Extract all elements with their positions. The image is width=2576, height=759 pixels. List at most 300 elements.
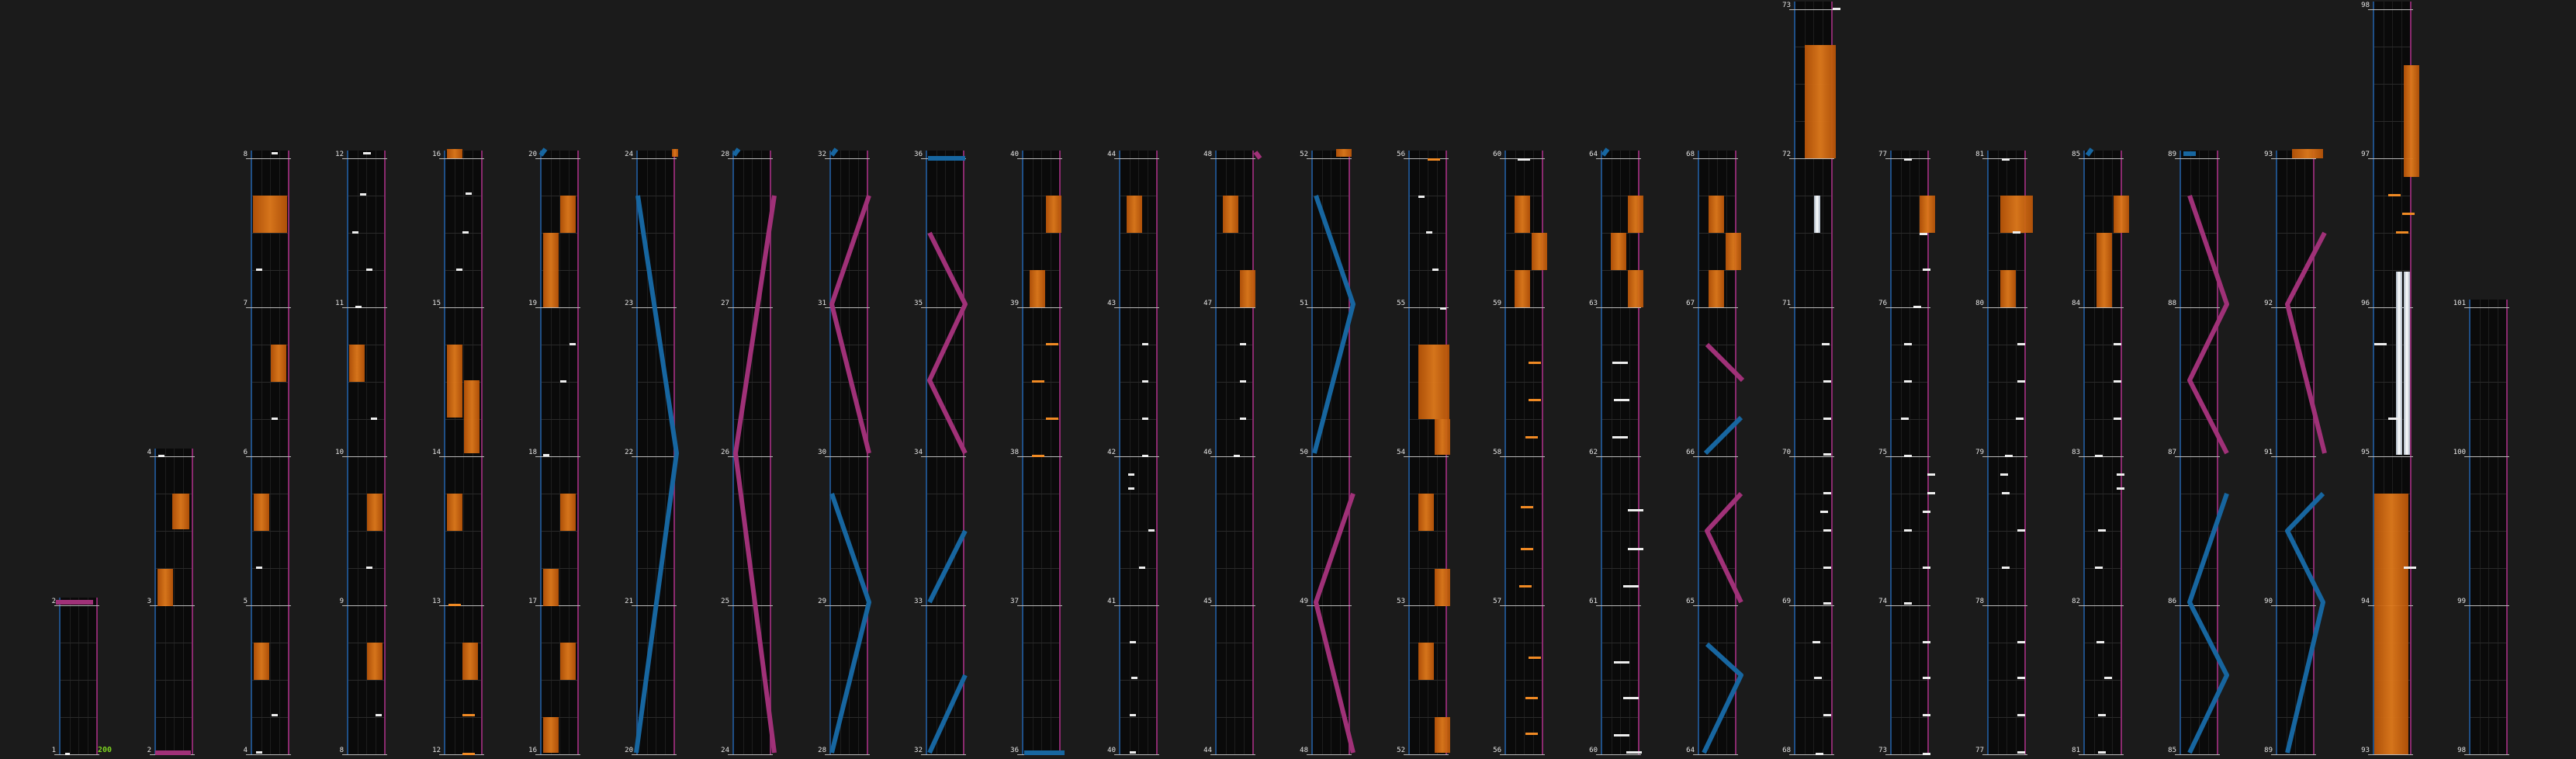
measure-number: 9	[339, 598, 344, 605]
hold-note	[1611, 233, 1626, 270]
tap-note	[371, 418, 377, 420]
measure-number: 49	[1300, 598, 1308, 605]
tap-note	[1518, 158, 1530, 161]
tap-note	[1612, 362, 1628, 364]
slide-path	[832, 196, 869, 453]
measure-number: 12	[432, 747, 441, 754]
break-note	[1521, 506, 1533, 508]
tap-note	[1432, 269, 1439, 271]
tap-note	[363, 152, 371, 154]
slide-path	[832, 149, 836, 155]
slide-path	[541, 149, 545, 155]
measure-number: 58	[1493, 449, 1501, 456]
tap-note	[1240, 343, 1246, 345]
bpm-value: 200	[98, 746, 113, 754]
measure-number: 97	[2361, 151, 2370, 158]
measure-number: 15	[432, 300, 441, 307]
measure-number: 64	[1686, 747, 1695, 754]
slide-path	[930, 675, 965, 753]
measure-number: 40	[1010, 151, 1019, 158]
measure-number: 60	[1493, 151, 1501, 158]
measure-number: 61	[1589, 598, 1598, 605]
tap-note	[1234, 455, 1240, 457]
tap-note	[2017, 714, 2025, 716]
tap-note	[2096, 641, 2104, 643]
tap-note	[1130, 714, 1136, 716]
hold-note	[158, 569, 173, 606]
measure-number: 89	[2168, 151, 2176, 158]
measure-number: 75	[1878, 449, 1887, 456]
measure-number: 91	[2264, 449, 2273, 456]
measure-number: 77	[1975, 747, 1984, 754]
tap-note	[2017, 380, 2025, 383]
tap-note	[1823, 602, 1831, 605]
break-note	[1525, 733, 1538, 735]
tap-note	[1923, 567, 1930, 569]
tap-note	[1923, 269, 1930, 271]
slide-path	[1707, 494, 1741, 602]
tap-note	[352, 231, 358, 234]
break-note	[462, 753, 475, 755]
measure-number: 27	[721, 300, 729, 307]
tap-note	[1923, 677, 1930, 679]
measure-number: 12	[335, 151, 344, 158]
tap-note	[1623, 585, 1639, 587]
tap-note	[2002, 158, 2010, 161]
measure-number: 16	[528, 747, 537, 754]
tap-note	[1628, 548, 1643, 550]
tap-note	[1823, 453, 1831, 456]
measure-number: 30	[818, 449, 826, 456]
measure-number: 6	[243, 449, 248, 456]
measure-number: 31	[818, 300, 826, 307]
tap-note	[1614, 661, 1629, 664]
tap-note	[2017, 529, 2025, 532]
tap-note	[2117, 473, 2124, 476]
tap-note	[1904, 343, 1912, 345]
hold-note	[672, 149, 678, 157]
tap-note	[1913, 306, 1921, 308]
measure-number: 80	[1975, 300, 1984, 307]
slide-path	[1316, 494, 1353, 753]
hold-note	[1435, 717, 1450, 753]
hold-note	[543, 569, 559, 606]
measure-number: 96	[2361, 300, 2370, 307]
hold-note	[560, 196, 576, 233]
measure-number: 50	[1300, 449, 1308, 456]
slide-path	[2190, 494, 2227, 753]
measure-number: 22	[625, 449, 633, 456]
measure-number: 71	[1782, 300, 1791, 307]
tap-note	[1901, 418, 1909, 420]
hold-note	[464, 380, 480, 453]
measure-number: 10	[335, 449, 344, 456]
hold-note	[1418, 494, 1434, 531]
hold-note	[462, 643, 478, 680]
break-note	[2396, 231, 2408, 234]
tap-note	[1904, 380, 1912, 383]
tap-note	[2002, 567, 2010, 569]
slide-path	[734, 149, 739, 155]
tap-note	[1823, 529, 1831, 532]
tap-note	[1614, 399, 1629, 401]
measure-number: 29	[818, 598, 826, 605]
measure-number: 35	[914, 300, 923, 307]
measure-number: 21	[625, 598, 633, 605]
break-note	[1529, 657, 1541, 659]
measure-number: 44	[1107, 151, 1116, 158]
measure-number: 86	[2168, 598, 2176, 605]
measure-number: 4	[147, 449, 151, 456]
hold-note	[254, 494, 269, 531]
tap-note	[1148, 529, 1155, 532]
measure-number: 54	[1397, 449, 1405, 456]
tap-note	[2016, 418, 2024, 420]
measure-number: 99	[2457, 598, 2466, 605]
measure-number: 77	[1878, 151, 1887, 158]
measure-number: 45	[1203, 598, 1212, 605]
slide-path	[636, 196, 677, 753]
hold-note	[2374, 494, 2408, 754]
hold-note	[367, 643, 383, 680]
hold-note	[2404, 65, 2419, 177]
tap-note	[1823, 492, 1831, 494]
break-note	[1529, 362, 1541, 364]
measure-number: 28	[818, 747, 826, 754]
touch-hold-note	[2404, 272, 2410, 455]
measure-number: 88	[2168, 300, 2176, 307]
measure-number: 46	[1203, 449, 1212, 456]
tap-note	[1923, 753, 1930, 755]
slide-path	[1314, 196, 1353, 453]
tap-note	[2095, 455, 2103, 457]
hold-note	[367, 494, 383, 531]
slide-path	[1707, 345, 1743, 380]
hold-note	[447, 494, 462, 531]
break-note	[1525, 697, 1538, 699]
measure-number: 53	[1397, 598, 1405, 605]
break-note	[1525, 436, 1538, 438]
measure-number: 57	[1493, 598, 1501, 605]
tap-note	[1128, 473, 1134, 476]
tap-note	[1626, 751, 1642, 754]
break-note	[1519, 585, 1532, 587]
break-note	[1428, 158, 1440, 161]
measure-number: 89	[2264, 747, 2273, 754]
tap-note	[2404, 567, 2416, 569]
measure-number: 56	[1493, 747, 1501, 754]
measure-number: 92	[2264, 300, 2273, 307]
hold-note	[1030, 270, 1045, 307]
hold-note	[560, 494, 576, 531]
slide-path	[2087, 149, 2092, 155]
break-note	[1529, 399, 1541, 401]
hold-note	[1127, 196, 1142, 233]
tap-note	[1904, 158, 1912, 161]
tap-note	[1142, 380, 1148, 383]
hold-note	[2000, 196, 2033, 233]
hold-note	[1418, 643, 1434, 680]
measure-number: 3	[147, 598, 151, 605]
measure-number: 36	[914, 151, 923, 158]
tap-note	[2017, 677, 2025, 679]
measure-number: 39	[1010, 300, 1019, 307]
measure-number: 14	[432, 449, 441, 456]
slide-path	[930, 233, 965, 453]
tap-note	[1927, 492, 1935, 494]
tap-note	[2374, 343, 2387, 345]
measure-number: 32	[914, 747, 923, 754]
slide-path	[930, 531, 965, 602]
tap-note	[1920, 233, 1927, 235]
tap-note	[376, 714, 382, 716]
measure-number: 33	[914, 598, 923, 605]
tap-note	[1814, 677, 1822, 679]
measure-number: 94	[2361, 598, 2370, 605]
tap-note	[2098, 751, 2106, 754]
tap-note	[2000, 473, 2008, 476]
tap-note	[1139, 567, 1145, 569]
measure-number: 100	[2453, 449, 2466, 456]
hold-note	[2000, 270, 2016, 307]
measure-number: 23	[625, 300, 633, 307]
tap-note	[1426, 231, 1432, 234]
measure-number: 41	[1107, 598, 1116, 605]
break-note	[1046, 343, 1058, 345]
tap-note	[2017, 641, 2025, 643]
tap-note	[1820, 511, 1828, 513]
tap-note	[1128, 487, 1134, 490]
tap-note	[1612, 436, 1628, 438]
tap-note	[256, 269, 262, 271]
touch-hold-note	[1814, 196, 1820, 233]
tap-note	[2098, 714, 2106, 716]
tap-note	[1923, 511, 1930, 513]
measure-number: 74	[1878, 598, 1887, 605]
measure-number: 20	[625, 747, 633, 754]
break-note	[448, 604, 461, 606]
tap-note	[1623, 697, 1639, 699]
tap-note	[2117, 487, 2124, 490]
hold-note	[1532, 233, 1547, 270]
measure-number: 42	[1107, 449, 1116, 456]
measure-number: 60	[1589, 747, 1598, 754]
tap-note	[1823, 418, 1831, 420]
slide-path	[1704, 644, 1741, 753]
hold-note	[172, 494, 189, 529]
break-note	[2388, 194, 2401, 196]
measure-number: 79	[1975, 449, 1984, 456]
tap-note	[1240, 418, 1246, 420]
tap-note	[2098, 529, 2106, 532]
measure-number: 90	[2264, 598, 2273, 605]
measure-number: 81	[2072, 747, 2080, 754]
tap-note	[1130, 641, 1136, 643]
tap-note	[1614, 734, 1629, 736]
measure-number: 73	[1782, 2, 1791, 9]
measure-number: 32	[818, 151, 826, 158]
measure-number: 48	[1203, 151, 1212, 158]
measure-number: 24	[625, 151, 633, 158]
break-note	[1521, 548, 1533, 550]
tap-note	[272, 152, 278, 154]
tap-note	[366, 567, 372, 569]
hold-note	[254, 643, 269, 680]
tap-note	[2017, 751, 2025, 754]
tap-note	[1813, 641, 1820, 643]
hold-note	[447, 149, 462, 158]
measure-number: 20	[528, 151, 537, 158]
tap-note	[466, 192, 472, 195]
tap-note	[1833, 8, 1840, 10]
tap-note	[1904, 602, 1912, 605]
measure-number: 85	[2072, 151, 2080, 158]
slide-path	[1705, 418, 1741, 453]
measure-number: 73	[1878, 747, 1887, 754]
measure-number: 101	[2453, 300, 2466, 307]
measure-number: 68	[1686, 151, 1695, 158]
hold-note	[1709, 196, 1724, 233]
measure-number: 4	[243, 747, 248, 754]
tap-note	[1418, 196, 1425, 198]
measure-number: 98	[2361, 2, 2370, 9]
measure-number: 18	[528, 449, 537, 456]
hold-note	[271, 345, 286, 382]
hold-note	[1418, 345, 1449, 419]
tap-note	[1142, 455, 1148, 457]
tap-note	[2114, 343, 2121, 345]
tap-note	[2017, 343, 2025, 345]
hold-note	[1805, 45, 1836, 158]
measure-number: 82	[2072, 598, 2080, 605]
slide-path	[2287, 233, 2325, 453]
break-note	[1032, 455, 1044, 457]
measure-number: 68	[1782, 747, 1791, 754]
measure-number: 72	[1782, 151, 1791, 158]
measure-number: 66	[1686, 449, 1695, 456]
measure-number: 25	[721, 598, 729, 605]
measure-number: 43	[1107, 300, 1116, 307]
measure-number: 67	[1686, 300, 1695, 307]
measure-number: 40	[1107, 747, 1116, 754]
measure-number: 81	[1975, 151, 1984, 158]
tap-note	[1904, 529, 1912, 532]
measure-number: 52	[1397, 747, 1405, 754]
measure-number: 11	[335, 300, 344, 307]
measure-number: 78	[1975, 598, 1984, 605]
measure-number: 65	[1686, 598, 1695, 605]
measure-number: 98	[2457, 747, 2466, 754]
hold-note	[1726, 233, 1741, 270]
measure-number: 13	[432, 598, 441, 605]
measure-number: 34	[914, 449, 923, 456]
tap-note	[560, 380, 566, 383]
tap-note	[1923, 714, 1930, 716]
hold-note	[1628, 196, 1643, 233]
measure-number: 47	[1203, 300, 1212, 307]
measure-number: 37	[1010, 598, 1019, 605]
hold-note	[2096, 233, 2112, 307]
tap-note	[1130, 751, 1136, 754]
hold-note	[1515, 196, 1530, 233]
tap-note	[543, 454, 549, 456]
hold-note	[543, 233, 559, 307]
hold-note	[349, 345, 365, 382]
measure-number: 19	[528, 300, 537, 307]
measure-number: 5	[243, 598, 248, 605]
tap-note	[570, 343, 576, 345]
measure-number: 85	[2168, 747, 2176, 754]
measure-number: 48	[1300, 747, 1308, 754]
tap-note	[1240, 380, 1246, 383]
break-note	[2402, 213, 2415, 215]
slide-path	[1603, 149, 1608, 155]
measure-number: 95	[2361, 449, 2370, 456]
measure-number: 62	[1589, 449, 1598, 456]
measure-number: 8	[339, 747, 344, 754]
measure-number: 93	[2361, 747, 2370, 754]
tap-note	[1142, 343, 1148, 345]
tap-note	[1440, 307, 1446, 310]
tap-note	[2114, 380, 2121, 383]
slide-path	[736, 196, 774, 753]
hold-note	[447, 345, 462, 418]
tap-note	[1822, 343, 1830, 345]
tap-note	[1131, 677, 1137, 679]
tap-note	[1923, 641, 1930, 643]
measure-number: 26	[721, 449, 729, 456]
tap-note	[1823, 567, 1831, 569]
measure-number: 59	[1493, 300, 1501, 307]
tap-note	[1816, 753, 1823, 755]
measure-number: 8	[243, 151, 248, 158]
break-note	[462, 714, 475, 716]
tap-note	[1823, 714, 1831, 716]
measure-number: 38	[1010, 449, 1019, 456]
slide-path	[2287, 494, 2323, 753]
tap-note	[462, 231, 469, 234]
measure-number: 87	[2168, 449, 2176, 456]
measure-number: 93	[2264, 151, 2273, 158]
slide-path	[1255, 152, 1260, 158]
tap-note	[256, 567, 262, 569]
measure-number: 76	[1878, 300, 1887, 307]
break-note	[1046, 418, 1058, 420]
measure-number: 17	[528, 598, 537, 605]
hold-note	[1336, 149, 1352, 157]
measure-number: 7	[243, 300, 248, 307]
tap-note	[2114, 418, 2121, 420]
tap-note	[2002, 492, 2010, 494]
measure-number: 83	[2072, 449, 2080, 456]
measure-number: 28	[721, 151, 729, 158]
tap-note	[272, 418, 278, 420]
measure-number: 69	[1782, 598, 1791, 605]
measure-number: 55	[1397, 300, 1405, 307]
tap-note	[355, 306, 362, 308]
tap-note	[360, 193, 366, 196]
slide-path	[832, 494, 869, 753]
touch-hold-note	[2396, 272, 2402, 455]
tap-note	[366, 269, 372, 271]
hold-note	[1920, 196, 1935, 233]
tap-note	[1142, 418, 1148, 420]
tap-note	[65, 753, 70, 755]
break-note	[1032, 380, 1044, 383]
hold-note	[253, 196, 287, 233]
tap-note	[1904, 455, 1912, 457]
tap-note	[2013, 231, 2020, 234]
